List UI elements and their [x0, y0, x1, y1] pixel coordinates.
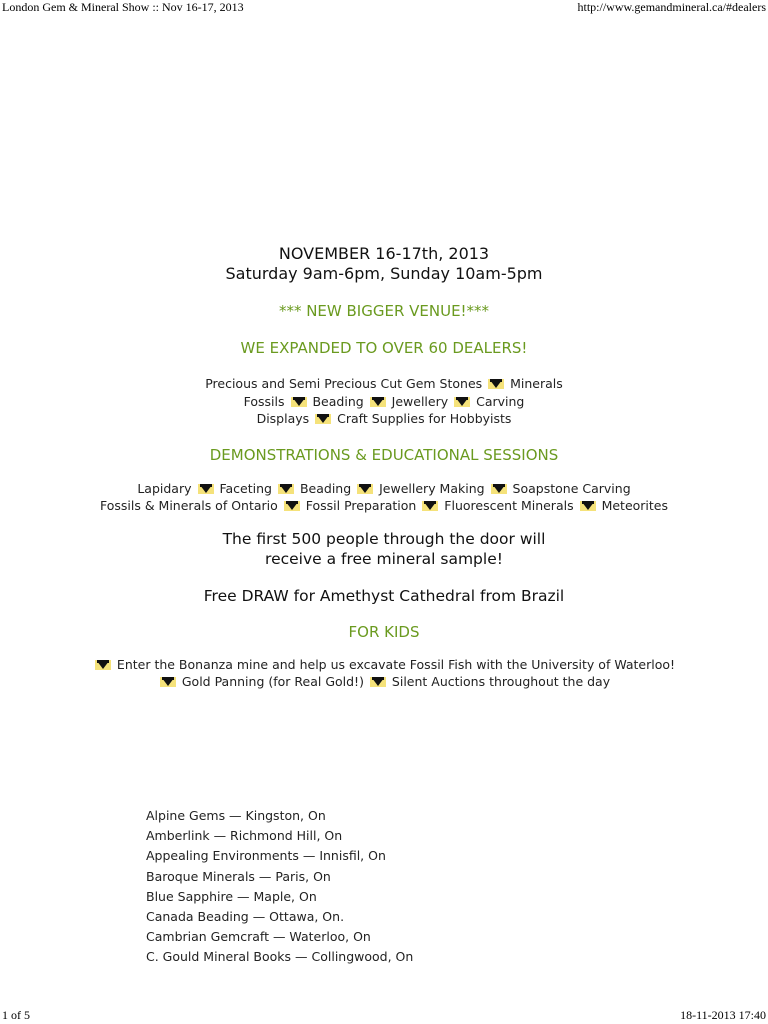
print-timestamp: 18-11-2013 17:40: [680, 1008, 766, 1022]
kids-heading: FOR KIDS: [348, 622, 420, 641]
kids-line-2: [0, 673, 768, 691]
dealer-list-item: Blue Sapphire — Maple, On: [146, 888, 317, 904]
demo-item: Lapidary: [137, 480, 192, 496]
demo-item: Faceting: [219, 480, 272, 496]
demo-item: Fossil Preparation: [305, 498, 417, 513]
page-title: London Gem & Mineral Show :: Nov 16-17, 2013: [2, 0, 244, 14]
offering-item: Beading: [312, 393, 364, 409]
diamond-gem-icon: [278, 484, 294, 494]
dealer-list-item: Alpine Gems — Kingston, On: [146, 808, 326, 823]
dealers-list: [146, 806, 546, 968]
diamond-gem-icon: [95, 660, 111, 670]
offering-item: Minerals: [510, 376, 563, 391]
offerings-line-2: [0, 393, 768, 411]
demo-item: Beading: [299, 480, 352, 496]
offering-item: Carving: [476, 393, 525, 409]
dealers-banner: WE EXPANDED TO OVER 60 DEALERS!: [240, 339, 528, 357]
demonstrations-line-1: [0, 480, 768, 498]
free-draw-text: Free DRAW for Amethyst Cathedral from Brazil: [203, 586, 565, 605]
print-header: [0, 0, 768, 14]
diamond-gem-icon: [198, 484, 214, 494]
venue-banner: *** NEW BIGGER VENUE!***: [278, 302, 490, 320]
diamond-gem-icon: [357, 484, 373, 494]
offering-item: Fossils: [243, 393, 285, 409]
offerings-line-3: [0, 410, 768, 428]
demonstrations-list: [0, 480, 768, 515]
free-sample-line-2: receive a free mineral sample!: [265, 549, 503, 568]
diamond-gem-icon: [488, 379, 504, 389]
diamond-gem-icon: [291, 397, 307, 407]
kids-item: Enter the Bonanza mine and help us excavate Fossil Fish with the University of Waterloo!: [116, 656, 676, 672]
diamond-gem-icon: [491, 484, 507, 494]
page-url-link[interactable]: http://www.gemandmineral.ca/#dealers: [577, 0, 766, 14]
dealer-list-item: C. Gould Mineral Books — Collingwood, On: [146, 949, 414, 965]
diamond-gem-icon: [454, 397, 470, 407]
offering-item: Jewellery: [391, 393, 449, 409]
diamond-gem-icon: [422, 501, 438, 511]
demo-item: Fluorescent Minerals: [444, 498, 574, 513]
demo-item: Jewellery Making: [379, 480, 485, 496]
free-sample-line-1: The first 500 people through the door will: [222, 529, 546, 548]
demo-item: Soapstone Carving: [512, 480, 631, 496]
kids-item: Gold Panning (for Real Gold!): [181, 674, 364, 689]
offering-item: Precious and Semi Precious Cut Gem Stones: [205, 376, 483, 391]
offering-item: Craft Supplies for Hobbyists: [337, 411, 512, 426]
offering-item: Displays: [256, 411, 310, 426]
diamond-gem-icon: [370, 677, 386, 687]
diamond-gem-icon: [284, 501, 300, 511]
dealer-list-item: Appealing Environments — Innisfil, On: [146, 848, 386, 864]
diamond-gem-icon: [580, 501, 596, 511]
demo-item: Fossils & Minerals of Ontario: [99, 498, 278, 513]
page-count: 1 of 5: [2, 1008, 30, 1022]
offerings-list: [0, 375, 768, 428]
diamond-gem-icon: [370, 397, 386, 407]
dealer-list-item: Baroque Minerals — Paris, On: [146, 868, 331, 884]
demo-item: Meteorites: [601, 498, 669, 513]
dealer-list-item: Cambrian Gemcraft — Waterloo, On: [146, 929, 371, 945]
diamond-gem-icon: [160, 677, 176, 687]
event-hours: Saturday 9am-6pm, Sunday 10am-5pm: [225, 264, 543, 283]
event-dates: NOVEMBER 16-17th, 2013: [278, 244, 490, 263]
kids-list: [0, 656, 768, 691]
diamond-gem-icon: [315, 414, 331, 424]
dealer-list-item: Canada Beading — Ottawa, On.: [146, 909, 345, 925]
demonstrations-line-2: [0, 497, 768, 515]
kids-item: Silent Auctions throughout the day: [391, 674, 611, 689]
print-footer: [0, 1008, 768, 1022]
demonstrations-heading: DEMONSTRATIONS & EDUCATIONAL SESSIONS: [209, 445, 559, 464]
event-announcement: [0, 244, 768, 691]
offerings-line-1: [0, 375, 768, 393]
kids-line-1: [0, 656, 768, 674]
dealer-list-item: Amberlink — Richmond Hill, On: [146, 828, 343, 844]
